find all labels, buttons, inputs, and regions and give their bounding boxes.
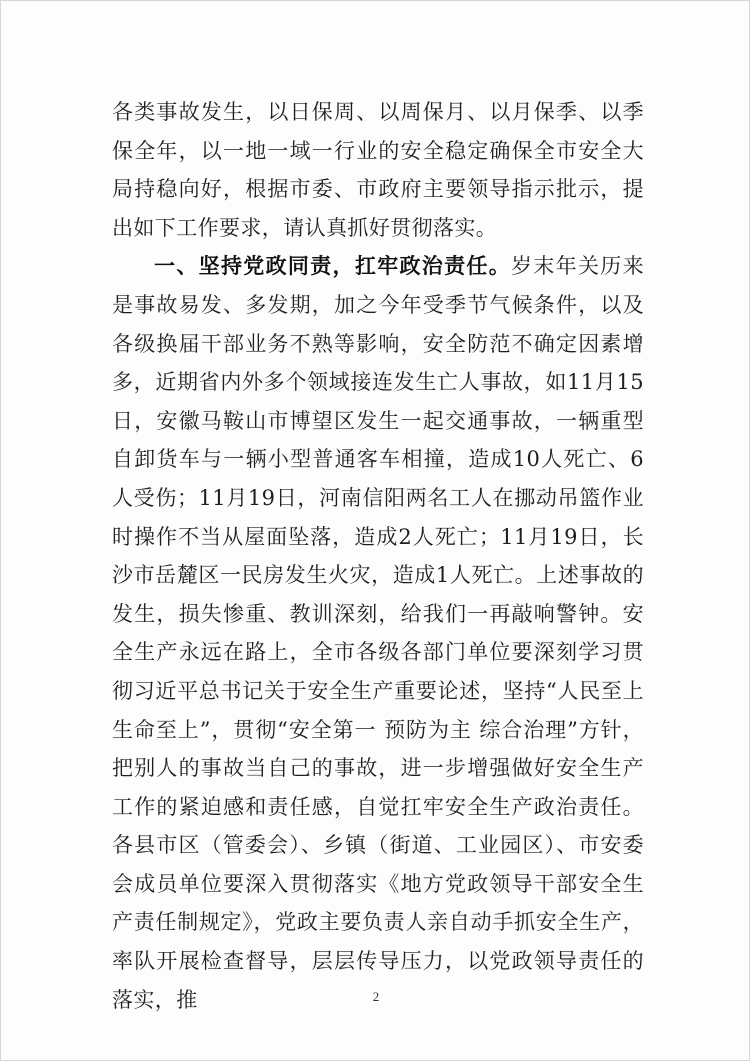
paragraph-continuation: 各类事故发生，以日保周、以周保月、以月保季、以季保全年，以一地一域一行业的安全稳定确保全市安全大局持稳向好，根据市委、市政府主要领导指示批示，提出如下工作要求，请认真抓好贯彻落实。	[112, 100, 644, 240]
section-1-heading: 一、坚持党政同责，扛牢政治责任。	[154, 253, 512, 279]
document-body	[112, 93, 644, 1019]
page-number: 2	[372, 989, 380, 1004]
section-1-paragraph	[112, 247, 644, 1019]
section-1-body: 岁末年关历来是事故易发、多发期，加之今年受季节气候条件，以及各级换届干部业务不熟等影响，安全防范不确定因素增多，近期省内外多个领域接连发生亡人事故，如11月15日，安徽马鞍山市博望区发生一起交通事故，一辆重型自卸货车与一辆小型普通客车相撞，造成10人死亡、6人受伤；11月19日，河南信阳两名工人在挪动吊篮作业时操作不当从屋面坠落，造成2人死亡；11月19日，长沙市岳麓区一民房发生火灾，造成1人死亡。上述事故的发生，损失惨重、教训深刻，给我们一再敲响警钟。安全生产永远在路上，全市各级各部门单位要深刻学习贯彻习近平总书记关于安全生产重要论述，坚持“人民至上 生命至上”，贯彻“安全第一 预防为主 综合治理”方针，把别人的事故当自己的事故，进一步增强做好安全生产工作的紧迫感和责任感，自觉扛牢安全生产政治责任。各县市区（管委会）、乡镇（街道、工业园区）、市安委会成员单位要深入贯彻落实《地方党政领导干部安全生产责任制规定》，党政主要负责人亲自动手抓安全生产，率队开展检查督导，层层传导压力，以党政领导责任的落实，推	[112, 254, 644, 1012]
